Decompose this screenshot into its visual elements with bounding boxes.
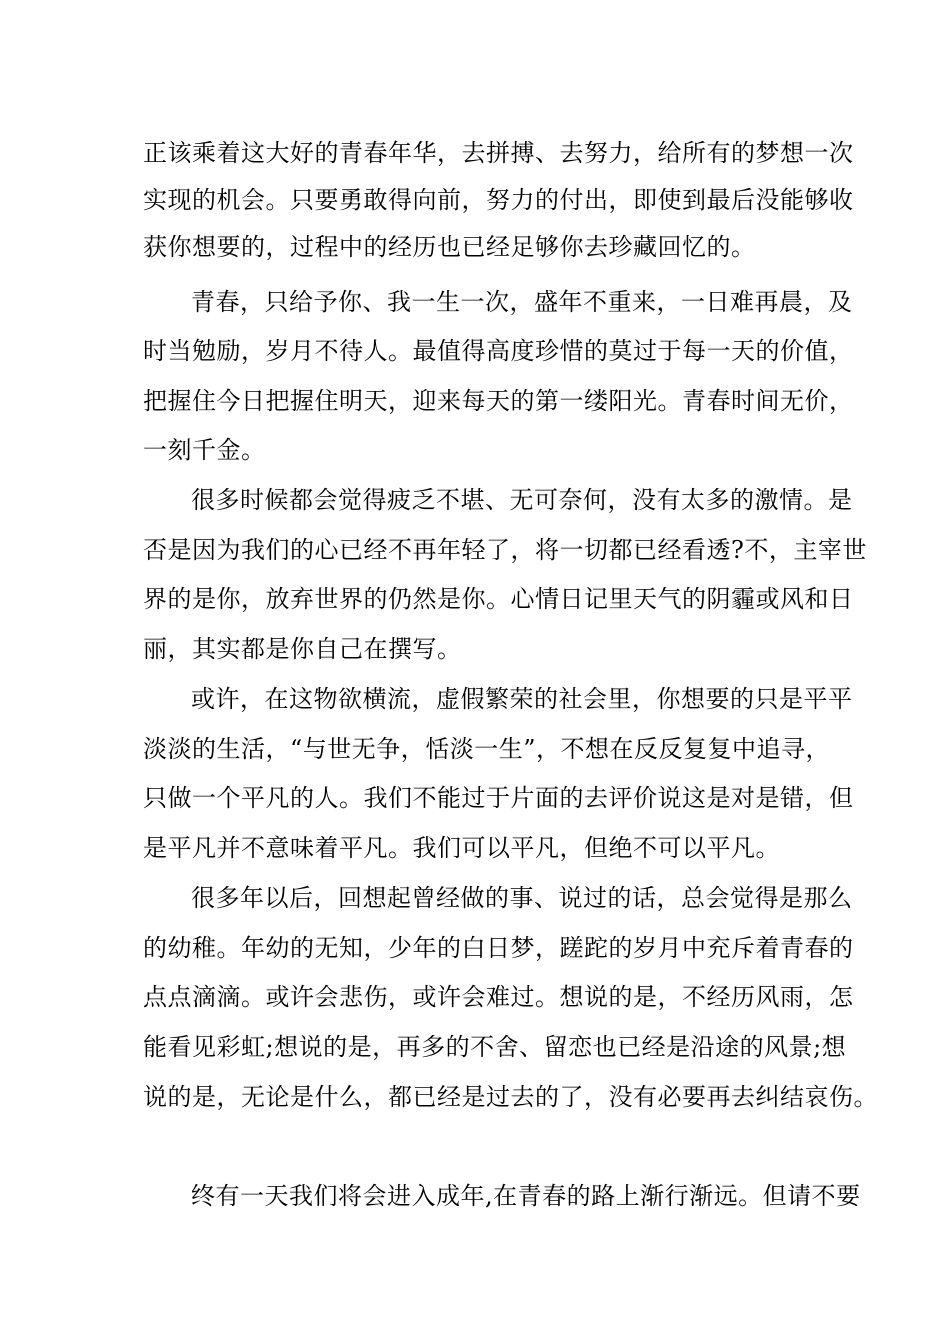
text-line: 否是因为我们的心已经不再年轻了，将一切都已经看透?不，主宰世 [143, 536, 867, 564]
text-line: 一刻千金。 [143, 436, 266, 464]
text-line: 点点滴滴。或许会悲伤，或许会难过。想说的是，不经历风雨，怎 [143, 983, 854, 1011]
text-line: 很多年以后，回想起曾经做的事、说过的话，总会觉得是那么 [191, 884, 853, 912]
text-line: 很多时候都会觉得疲乏不堪、无可奈何，没有太多的激情。是 [191, 486, 853, 514]
text-line: 终有一天我们将会进入成年,在青春的路上渐行渐远。但请不要 [191, 1182, 861, 1210]
text-line: 是平凡并不意味着平凡。我们可以平凡，但绝不可以平凡。 [143, 834, 780, 862]
text-line: 时当勉励，岁月不待人。最值得高度珍惜的莫过于每一天的价值， [143, 337, 854, 365]
text-line: 丽，其实都是你自己在撰写。 [143, 635, 462, 663]
text-line: 界的是你，放弃世界的仍然是你。心情日记里天气的阴霾或风和日 [143, 585, 854, 613]
text-line: 淡淡的生活，“与世无争，恬淡一生”，不想在反反复复中追寻， [143, 735, 831, 763]
text-line: 的幼稚。年幼的无知，少年的白日梦，蹉跎的岁月中充斥着青春的 [143, 934, 854, 962]
text-line: 把握住今日把握住明天，迎来每天的第一缕阳光。青春时间无价， [143, 387, 854, 415]
text-line: 获你想要的，过程中的经历也已经足够你去珍藏回忆的。 [143, 233, 756, 261]
text-line: 青春，只给予你、我一生一次，盛年不重来，一日难再晨，及 [191, 288, 853, 316]
text-line: 正该乘着这大好的青春年华，去拼搏、去努力，给所有的梦想一次 [143, 139, 854, 167]
text-line: 实现的机会。只要勇敢得向前，努力的付出，即使到最后没能够收 [143, 186, 854, 214]
text-line: 能看见彩虹;想说的是，再多的不舍、留恋也已经是沿途的风景;想 [143, 1033, 847, 1061]
text-line: 或许，在这物欲横流，虚假繁荣的社会里，你想要的只是平平 [191, 685, 853, 713]
text-line: 说的是，无论是什么，都已经是过去的了，没有必要再去纠结哀伤。 [143, 1083, 878, 1111]
text-line: 只做一个平凡的人。我们不能过于片面的去评价说这是对是错，但 [143, 784, 854, 812]
